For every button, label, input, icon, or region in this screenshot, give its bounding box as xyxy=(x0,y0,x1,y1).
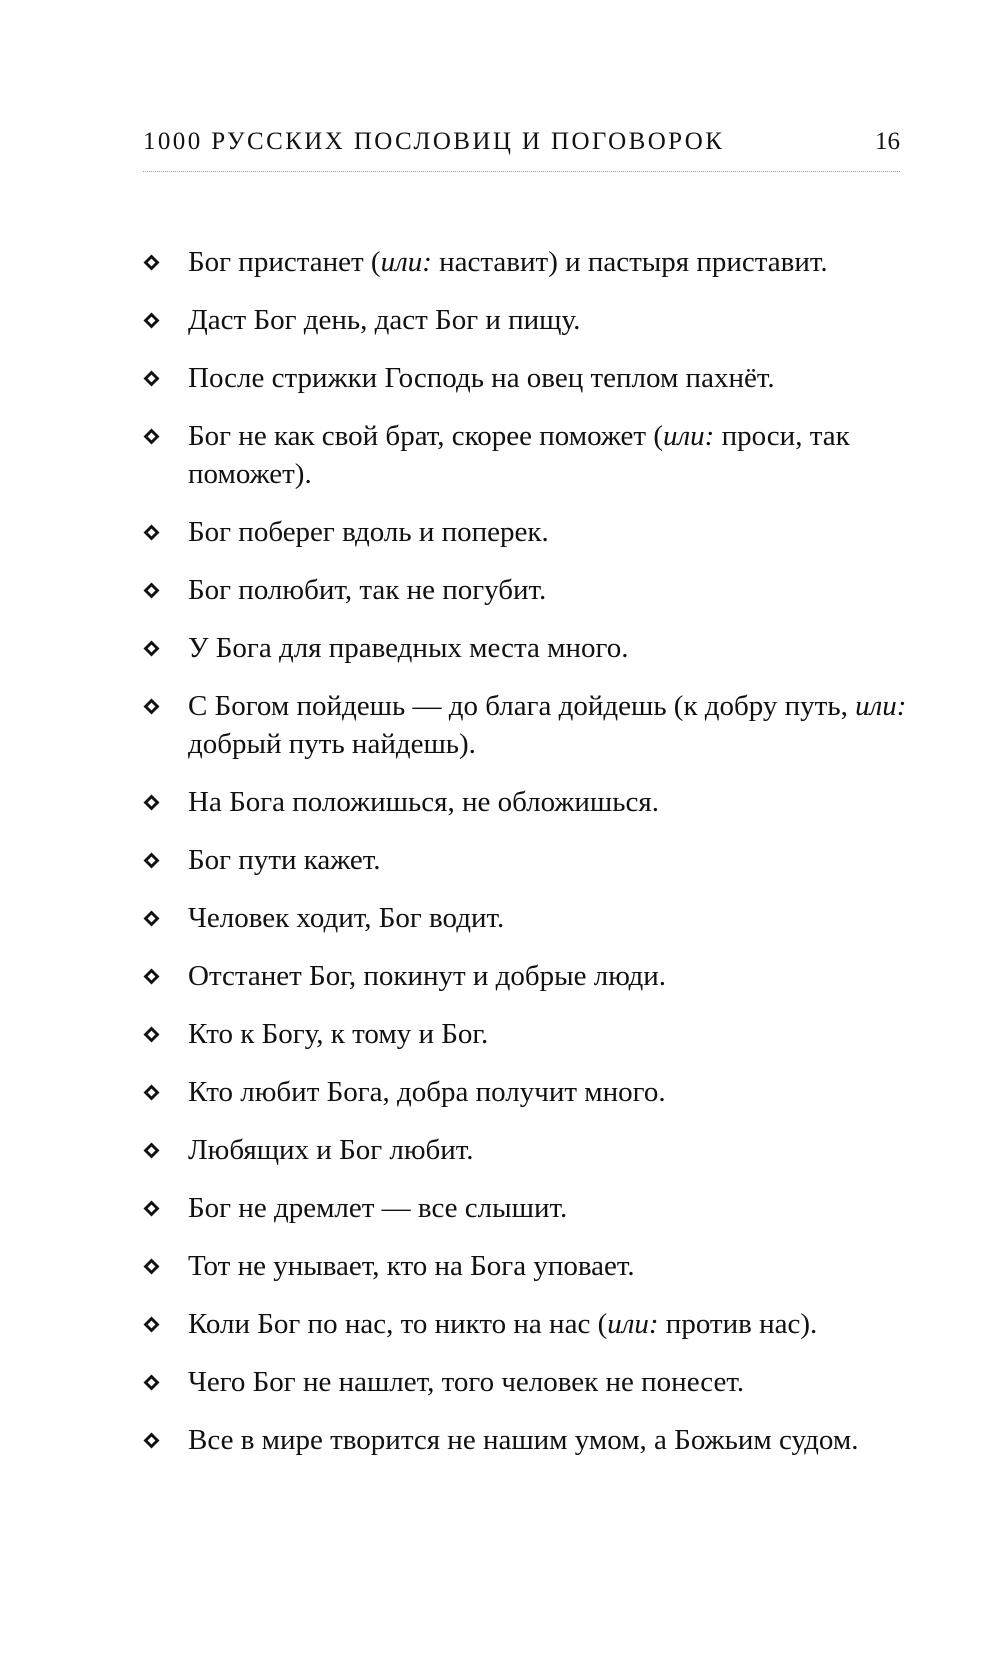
proverb-text xyxy=(188,1076,666,1108)
proverb-item xyxy=(143,1131,923,1169)
diamond-bullet-icon xyxy=(143,1142,160,1159)
diamond-bullet-icon xyxy=(143,852,160,869)
proverb-item xyxy=(143,1305,923,1343)
proverb-text xyxy=(188,844,381,876)
proverb-fragment: Тот не унывает, кто на Бога уповает. xyxy=(188,1250,635,1282)
proverb-text xyxy=(188,574,546,606)
proverb-item xyxy=(143,629,923,667)
proverb-fragment: Любящих и Бог любит. xyxy=(188,1134,474,1166)
diamond-bullet-icon xyxy=(143,312,160,329)
proverb-fragment: С Богом пойдешь — до блага дойдешь (к добру путь, xyxy=(188,690,856,722)
proverb-fragment: После стрижки Господь на овец теплом пахнёт. xyxy=(188,362,775,394)
proverb-item xyxy=(143,513,923,551)
proverb-item xyxy=(143,243,923,281)
proverb-text xyxy=(188,632,628,664)
proverb-fragment: Даст Бог день, даст Бог и пищу. xyxy=(188,304,581,336)
proverb-fragment: наставит) и пастыря приставит. xyxy=(431,246,828,278)
proverb-fragment: Кто любит Бога, добра получит много. xyxy=(188,1076,666,1108)
proverb-item xyxy=(143,359,923,397)
proverb-text xyxy=(188,1366,744,1398)
proverb-italic-fragment: или: xyxy=(607,1308,659,1340)
proverb-fragment: Коли Бог по нас, то никто на нас ( xyxy=(188,1308,608,1340)
diamond-bullet-icon xyxy=(143,254,160,271)
diamond-bullet-icon xyxy=(143,1316,160,1333)
proverb-item xyxy=(143,571,923,609)
proverb-fragment: Все в мире творится не нашим умом, а Божьим судом. xyxy=(188,1424,859,1456)
proverb-fragment: Бог пути кажет. xyxy=(188,844,381,876)
diamond-bullet-icon xyxy=(143,1432,160,1449)
proverb-fragment: Чего Бог не нашлет, того человек не понесет. xyxy=(188,1366,745,1398)
proverb-fragment: Бог поберег вдоль и поперек. xyxy=(188,516,549,548)
proverb-italic-fragment: или: xyxy=(380,246,432,278)
diamond-bullet-icon xyxy=(143,910,160,927)
proverb-text xyxy=(188,1018,488,1050)
proverb-text xyxy=(188,690,906,760)
proverb-italic-fragment: или: xyxy=(663,420,715,452)
diamond-bullet-icon xyxy=(143,1200,160,1217)
diamond-bullet-icon xyxy=(143,370,160,387)
diamond-bullet-icon xyxy=(143,582,160,599)
proverb-item xyxy=(143,1015,923,1053)
proverb-fragment: Бог не как свой брат, скорее поможет ( xyxy=(188,420,663,452)
proverb-fragment: На Бога положишься, не обложишься. xyxy=(188,786,659,818)
diamond-bullet-icon xyxy=(143,1084,160,1101)
diamond-bullet-icon xyxy=(143,428,160,445)
proverb-text xyxy=(188,304,580,336)
proverb-text xyxy=(188,1308,817,1340)
proverb-fragment: Бог пристанет ( xyxy=(188,246,381,278)
diamond-bullet-icon xyxy=(143,794,160,811)
running-header-title: 1000 РУССКИХ ПОСЛОВИЦ И ПОГОВОРОК xyxy=(143,128,725,155)
proverb-item xyxy=(143,1421,923,1459)
proverb-fragment: Кто к Богу, к тому и Бог. xyxy=(188,1018,489,1050)
proverb-item xyxy=(143,1247,923,1285)
proverb-text xyxy=(188,1250,635,1282)
proverb-fragment: Бог полюбит, так не погубит. xyxy=(188,574,547,606)
diamond-bullet-icon xyxy=(143,640,160,657)
proverb-item xyxy=(143,957,923,995)
proverb-text xyxy=(188,246,828,278)
running-header xyxy=(143,128,900,168)
diamond-bullet-icon xyxy=(143,524,160,541)
proverb-text xyxy=(188,902,504,934)
proverb-text xyxy=(188,1134,474,1166)
proverb-text xyxy=(188,362,775,394)
proverb-fragment: У Бога для праведных места много. xyxy=(188,632,629,664)
proverb-italic-fragment: или: xyxy=(855,690,907,722)
proverb-item xyxy=(143,841,923,879)
proverb-item xyxy=(143,1363,923,1401)
proverb-fragment: Бог не дремлет — все слышит. xyxy=(188,1192,568,1224)
proverb-fragment: против нас). xyxy=(658,1308,818,1340)
proverb-item xyxy=(143,1073,923,1111)
proverb-item xyxy=(143,1189,923,1227)
proverb-fragment: Отстанет Бог, покинут и добрые люди. xyxy=(188,960,666,992)
proverb-text xyxy=(188,516,549,548)
proverb-fragment: добрый путь найдешь). xyxy=(188,728,476,760)
proverb-item xyxy=(143,899,923,937)
proverb-list xyxy=(143,243,923,1479)
proverb-text xyxy=(188,960,666,992)
diamond-bullet-icon xyxy=(143,1258,160,1275)
proverb-item xyxy=(143,417,923,493)
proverb-text xyxy=(188,1424,858,1456)
proverb-text xyxy=(188,786,659,818)
page-number: 16 xyxy=(875,128,900,155)
header-divider xyxy=(143,171,900,172)
proverb-item xyxy=(143,687,923,763)
diamond-bullet-icon xyxy=(143,968,160,985)
proverb-item xyxy=(143,301,923,339)
proverb-fragment: Человек ходит, Бог водит. xyxy=(188,902,505,934)
diamond-bullet-icon xyxy=(143,1374,160,1391)
diamond-bullet-icon xyxy=(143,698,160,715)
proverb-text xyxy=(188,1192,567,1224)
proverb-fragment: проси, так поможет). xyxy=(188,420,850,490)
diamond-bullet-icon xyxy=(143,1026,160,1043)
proverb-text xyxy=(188,420,850,490)
proverb-item xyxy=(143,783,923,821)
